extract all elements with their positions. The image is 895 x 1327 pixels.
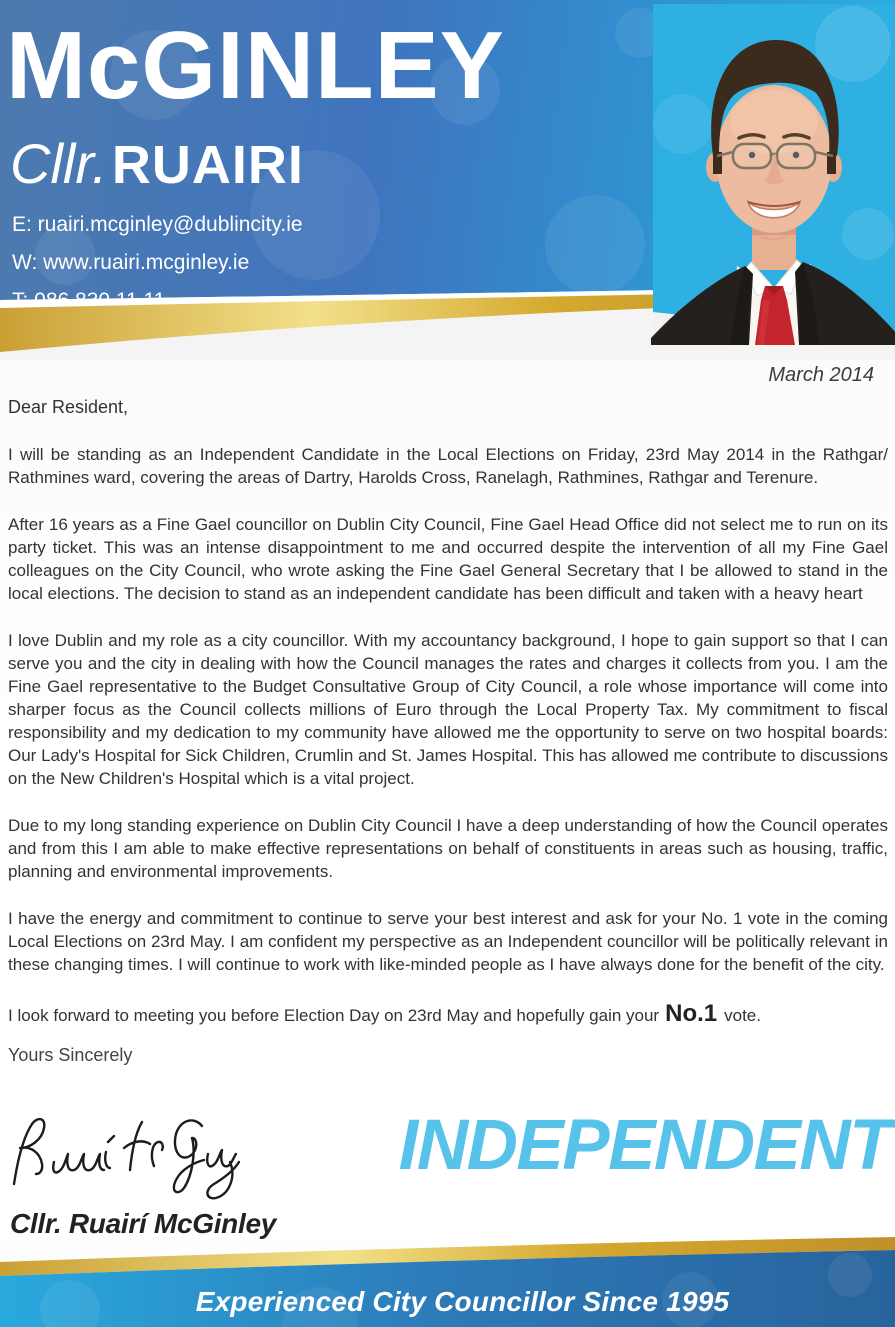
letter-salutation: Dear Resident, — [8, 397, 129, 417]
candidate-title-name — [10, 132, 304, 195]
closing-text-before: I look forward to meeting you before Election Day on 23rd May and hopefully gain your — [8, 1006, 660, 1025]
letter-closing-line — [8, 1000, 888, 1030]
candidate-first-name: RUAIRI — [111, 135, 304, 195]
letter-paragraph: After 16 years as a Fine Gael councillor on Dublin City Council, Fine Gael Head Office did not select me to run on its party ticket. This was an intense disappointment to me and occurred despite the intervention of all my Fine Gael colleagues on the City Council, who wrote asking the Fine Gael General Secretary that I be allowed to stand in the local elections. The decision to stand as an independent candidate has been difficult and taken with a heavy heart — [8, 515, 888, 603]
footer-tagline: Experienced City Councillor Since 1995 — [195, 1286, 730, 1317]
letter-paragraph: I love Dublin and my role as a city councillor. With my accountancy background, I hope to gain support so that I can serve you and the city in dealing with how the Council manages the rates and charges it collects from you. I am the Fine Gael representative to the Budget Consultative Group of City Council, a role whose importance will come into sharper focus as the Council collects millions of Euro through the Local Property Tax. My commitment to fiscal responsibility and my dedication to my community have allowed me the opportunity to serve on two hospital boards: Our Lady's Hospital for Sick Children, Crumlin and St. James Hospital. This has allowed me contribute to discussions on the New Children's Hospital which is a vital project. — [8, 631, 888, 788]
candidate-surname: McGINLEY — [6, 12, 505, 119]
no1-vote-highlight: No.1 — [665, 1000, 718, 1027]
letter-paragraph: I have the energy and commitment to continue to serve your best interest and ask for your No. 1 vote in the coming Local Elections on 23rd May. I am confident my perspective as an Independent councillor will be politically relevant in these changing times. I will continue to work with like-minded people as I have always done for the benefit of the city. — [8, 909, 888, 974]
contact-email: E: ruairi.mcginley@dublincity.ie — [12, 213, 303, 236]
printed-signature-name: Cllr. Ruairí McGinley — [10, 1208, 277, 1239]
letter-paragraph: Due to my long standing experience on Dublin City Council I have a deep understanding of how the Council operates and from this I am able to make effective representations on behalf of constituents in areas such as housing, traffic, planning and environmental improvements. — [8, 816, 888, 881]
letter-body — [8, 352, 888, 1065]
letter-date: March 2014 — [768, 364, 874, 386]
independent-label: INDEPENDENT — [398, 1106, 891, 1185]
background-bubble — [545, 195, 645, 295]
contact-website: W: www.ruairi.mcginley.ie — [12, 251, 250, 274]
letter-signoff-clipped: Yours Sincerely — [8, 1045, 133, 1065]
signature-image — [6, 1092, 241, 1210]
closing-text-after: vote. — [724, 1006, 761, 1025]
candidate-photo — [653, 4, 895, 345]
candidate-title: Cllr. — [10, 132, 108, 195]
letter-paragraph: I will be standing as an Independent Candidate in the Local Elections on Friday, 23rd May 2014 in the Rathgar/ Rathmines ward, covering the areas of Dartry, Harolds Cross, Ranelagh, Rathmines, Rathgar and Terenure. — [8, 445, 888, 487]
